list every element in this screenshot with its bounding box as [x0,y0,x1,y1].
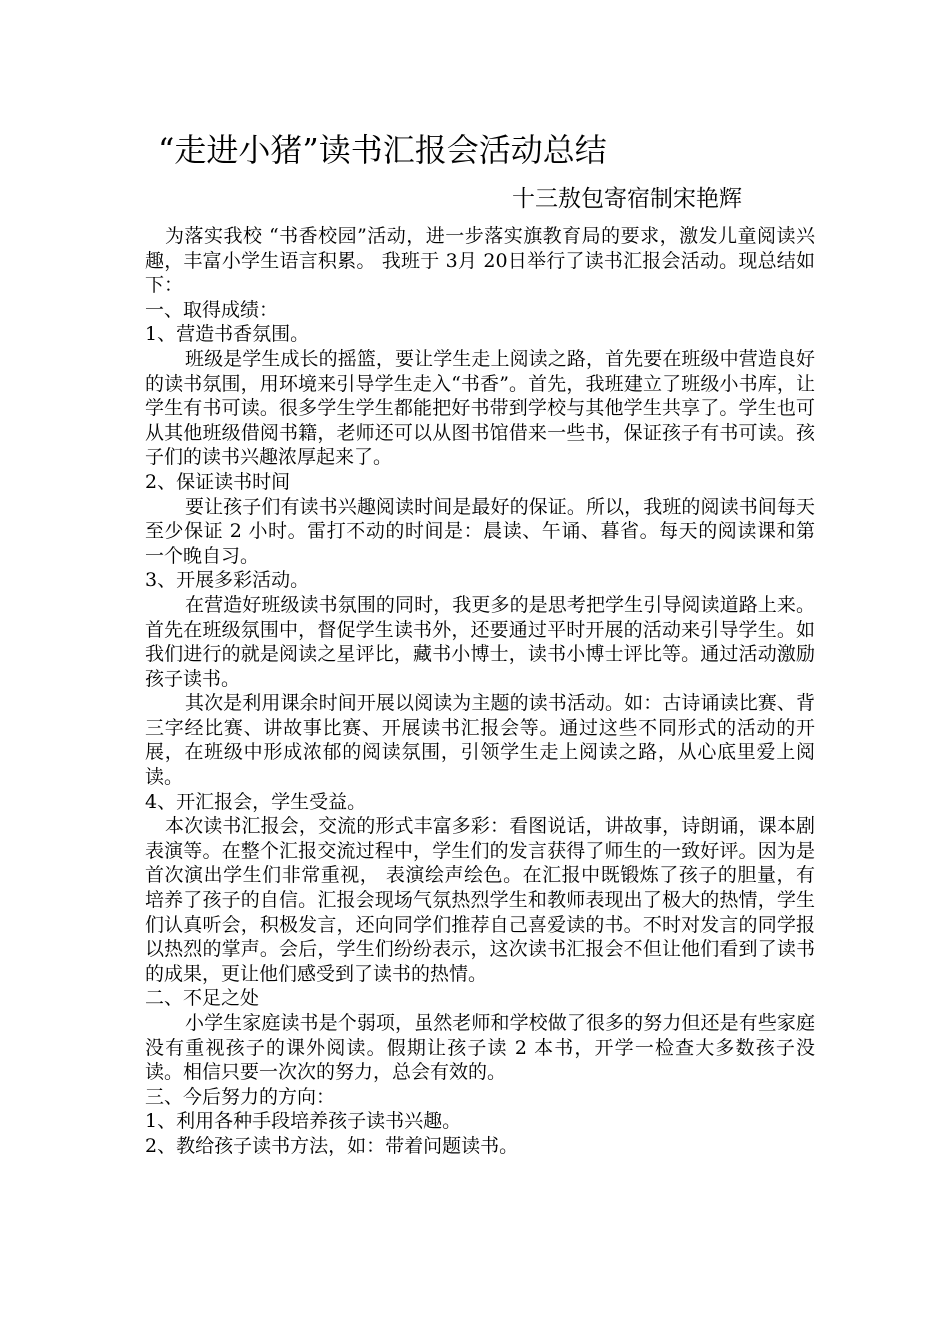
paragraph-shortcomings: 小学生家庭读书是个弱项，虽然老师和学校做了很多的努力但还是有些家庭没有重视孩子的课外阅读。假期让孩子读 2 本书，开学一检查大多数孩子没读。相信只要一次次的努力，总会有效的。 [145,1012,815,1084]
intro-paragraph: 为落实我校 “书香校园”活动，进一步落实旗教育局的要求，激发儿童阅读兴趣，丰富小学生语言积累。 我班于 3月 20日举行了读书汇报会活动。现总结如下： [145,225,815,297]
paragraph-activities-1: 在营造好班级读书氛围的同时，我更多的是思考把学生引导阅读道路上来。首先在班级氛围中，督促学生读书外，还要通过平时开展的活动来引导学生。如我们进行的就是阅读之星评比，藏书小博士，读书小博士评比等。通过活动激励孩子读书。 [145,593,815,690]
paragraph-atmosphere: 班级是学生成长的摇篮，要让学生走上阅读之路，首先要在班级中营造良好的读书氛围，用环境来引导学生走入“书香”。首先，我班建立了班级小书库，让学生有书可读。很多学生学生都能把好书带到学校与其他学生共享了。学生也可从其他班级借阅书籍，老师还可以从图书馆借来一些书，保证孩子有书可读。孩子们的读书兴趣浓厚起来了。 [145,347,815,469]
future-item-1: 1、利用各种手段培养孩子读书兴趣。 [145,1110,462,1133]
section-heading-future-direction: 三、今后努力的方向： [145,1085,336,1108]
document-title: “走进小猪”读书汇报会活动总结 [158,131,607,169]
section-heading-shortcomings: 二、不足之处 [145,987,260,1010]
subheading-reading-time: 2、保证读书时间 [145,470,291,493]
future-item-2: 2、教给孩子读书方法，如：带着问题读书。 [145,1134,519,1157]
document-author: 十三敖包寄宿制宋艳辉 [512,186,742,212]
section-heading-achievements: 一、取得成绩： [145,298,279,321]
subheading-report-meeting: 4、开汇报会，学生受益。 [145,790,367,813]
subheading-activities: 3、开展多彩活动。 [145,569,310,592]
paragraph-reading-time: 要让孩子们有读书兴趣阅读时间是最好的保证。所以，我班的阅读书间每天至少保证 2 小时。雷打不动的时间是：晨读、午诵、暮省。每天的阅读课和第一个晚自习。 [145,495,815,567]
paragraph-report-meeting: 本次读书汇报会，交流的形式丰富多彩：看图说话，讲故事，诗朗诵，课本剧表演等。在整个汇报交流过程中，学生们的发言获得了师生的一致好评。因为是首次演出学生们非常重视， 表演绘声绘色。在汇报中既锻炼了孩子的胆量，有培养了孩子的自信。汇报会现场气氛热烈学生和教师表现出了极大的热情，学生们认真听会，积极发言，还向同学们推荐自己喜爱读的书。不时对发言的同学报以热烈的掌声。会后，学生们纷纷表示，这次读书汇报会不但让他们看到了读书的成果，更让他们感受到了读书的热情。 [145,815,815,985]
document-body [145,224,815,1159]
paragraph-activities-2: 其次是利用课余时间开展以阅读为主题的读书活动。如：古诗诵读比赛、背三字经比赛、讲故事比赛、开展读书汇报会等。通过这些不同形式的活动的开展，在班级中形成浓郁的阅读氛围，引领学生走上阅读之路，从心底里爱上阅读。 [145,692,815,789]
subheading-atmosphere: 1、营造书香氛围。 [145,323,310,346]
